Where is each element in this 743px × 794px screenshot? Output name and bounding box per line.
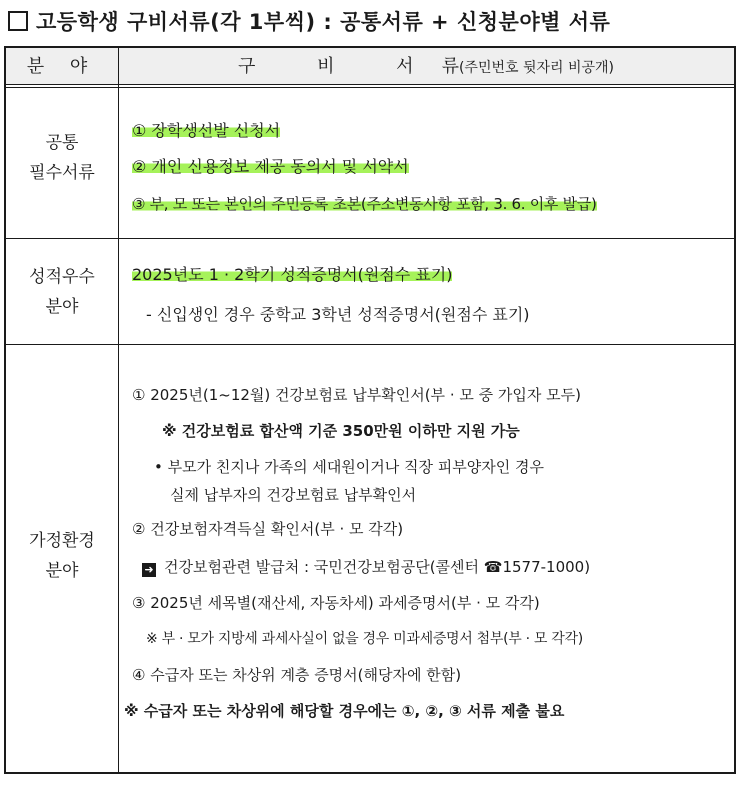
- family-label: [6, 526, 118, 586]
- common-item-3-text: ③ 부, 모 또는 본인의 주민등록 초본(주소변동사항 포함, 3. 6. 이후 발급): [132, 195, 597, 213]
- family-item-3-note: ※ 부 · 모가 지방세 과세사실이 없을 경우 미과세증명서 첨부(부 · 모 각각): [146, 631, 583, 647]
- title-text: 고등학생 구비서류(각 1부씩) : 공통서류 + 신청분야별 서류: [36, 10, 611, 34]
- family-item-2-issuer: [142, 556, 590, 578]
- academic-item-1-text: 2025년도 1 · 2학기 성적증명서(원점수 표기): [132, 265, 453, 284]
- header-documents-label: 구 비 서: [237, 56, 442, 77]
- documents-table: [4, 46, 736, 774]
- common-label: [6, 128, 118, 188]
- academic-label: [6, 262, 118, 322]
- common-item-2: [132, 156, 409, 178]
- family-label-line2: 분야: [45, 561, 79, 581]
- header-documents-end: 류: [441, 56, 459, 77]
- family-item-1-note: ※ 건강보험료 합산액 기준 350만원 이하만 지원 가능: [162, 422, 520, 440]
- academic-item-2: - 신입생인 경우 중학교 3학년 성적증명서(원점수 표기): [146, 305, 530, 324]
- family-item-2-issuer-text: 건강보험관련 발급처 : 국민건강보험공단(콜센터 ☎1577-1000): [164, 558, 591, 576]
- family-item-4: ④ 수급자 또는 차상위 계층 증명서(해당자에 한함): [132, 666, 462, 684]
- common-item-1-text: ① 장학생선발 신청서: [132, 121, 281, 140]
- family-item-2: ② 건강보험자격득실 확인서(부 · 모 각각): [132, 520, 404, 538]
- family-final-note: ※ 수급자 또는 차상위에 해당할 경우에는 ①, ②, ③ 서류 제출 불요: [124, 702, 565, 720]
- family-item-1-bullet-1: • 부모가 친지나 가족의 세대원이거나 직장 피부양자인 경우: [154, 458, 544, 476]
- checkbox-square-icon: [8, 11, 28, 31]
- family-item-3: ③ 2025년 세목별(재산세, 자동차세) 과세증명서(부 · 모 각각): [132, 594, 540, 612]
- common-item-2-text: ② 개인 신용정보 제공 동의서 및 서약서: [132, 157, 409, 176]
- row-divider-common: [6, 238, 734, 239]
- common-label-line2: 필수서류: [29, 163, 95, 183]
- column-divider: [118, 48, 119, 772]
- row-divider-academic: [6, 344, 734, 345]
- academic-item-1: [132, 264, 452, 286]
- academic-label-line2: 분야: [45, 297, 79, 317]
- header-documents: [118, 52, 734, 78]
- common-item-1: [132, 120, 280, 142]
- family-item-1-bullet-2: 실제 납부자의 건강보험료 납부확인서: [170, 486, 417, 504]
- page-title: [4, 6, 610, 38]
- family-item-1: ① 2025년(1~12월) 건강보험료 납부확인서(부 · 모 중 가입자 모두): [132, 386, 581, 404]
- arrow-right-icon: ➜: [142, 563, 156, 577]
- family-label-line1: 가정환경: [29, 531, 95, 551]
- header-divider: [6, 84, 734, 88]
- header-documents-note: (주민번호 뒷자리 비공개): [458, 60, 615, 76]
- header-category: 분 야: [26, 56, 98, 77]
- common-item-3: [132, 193, 597, 215]
- academic-label-line1: 성적우수: [29, 267, 95, 287]
- common-label-line1: 공통: [45, 133, 79, 153]
